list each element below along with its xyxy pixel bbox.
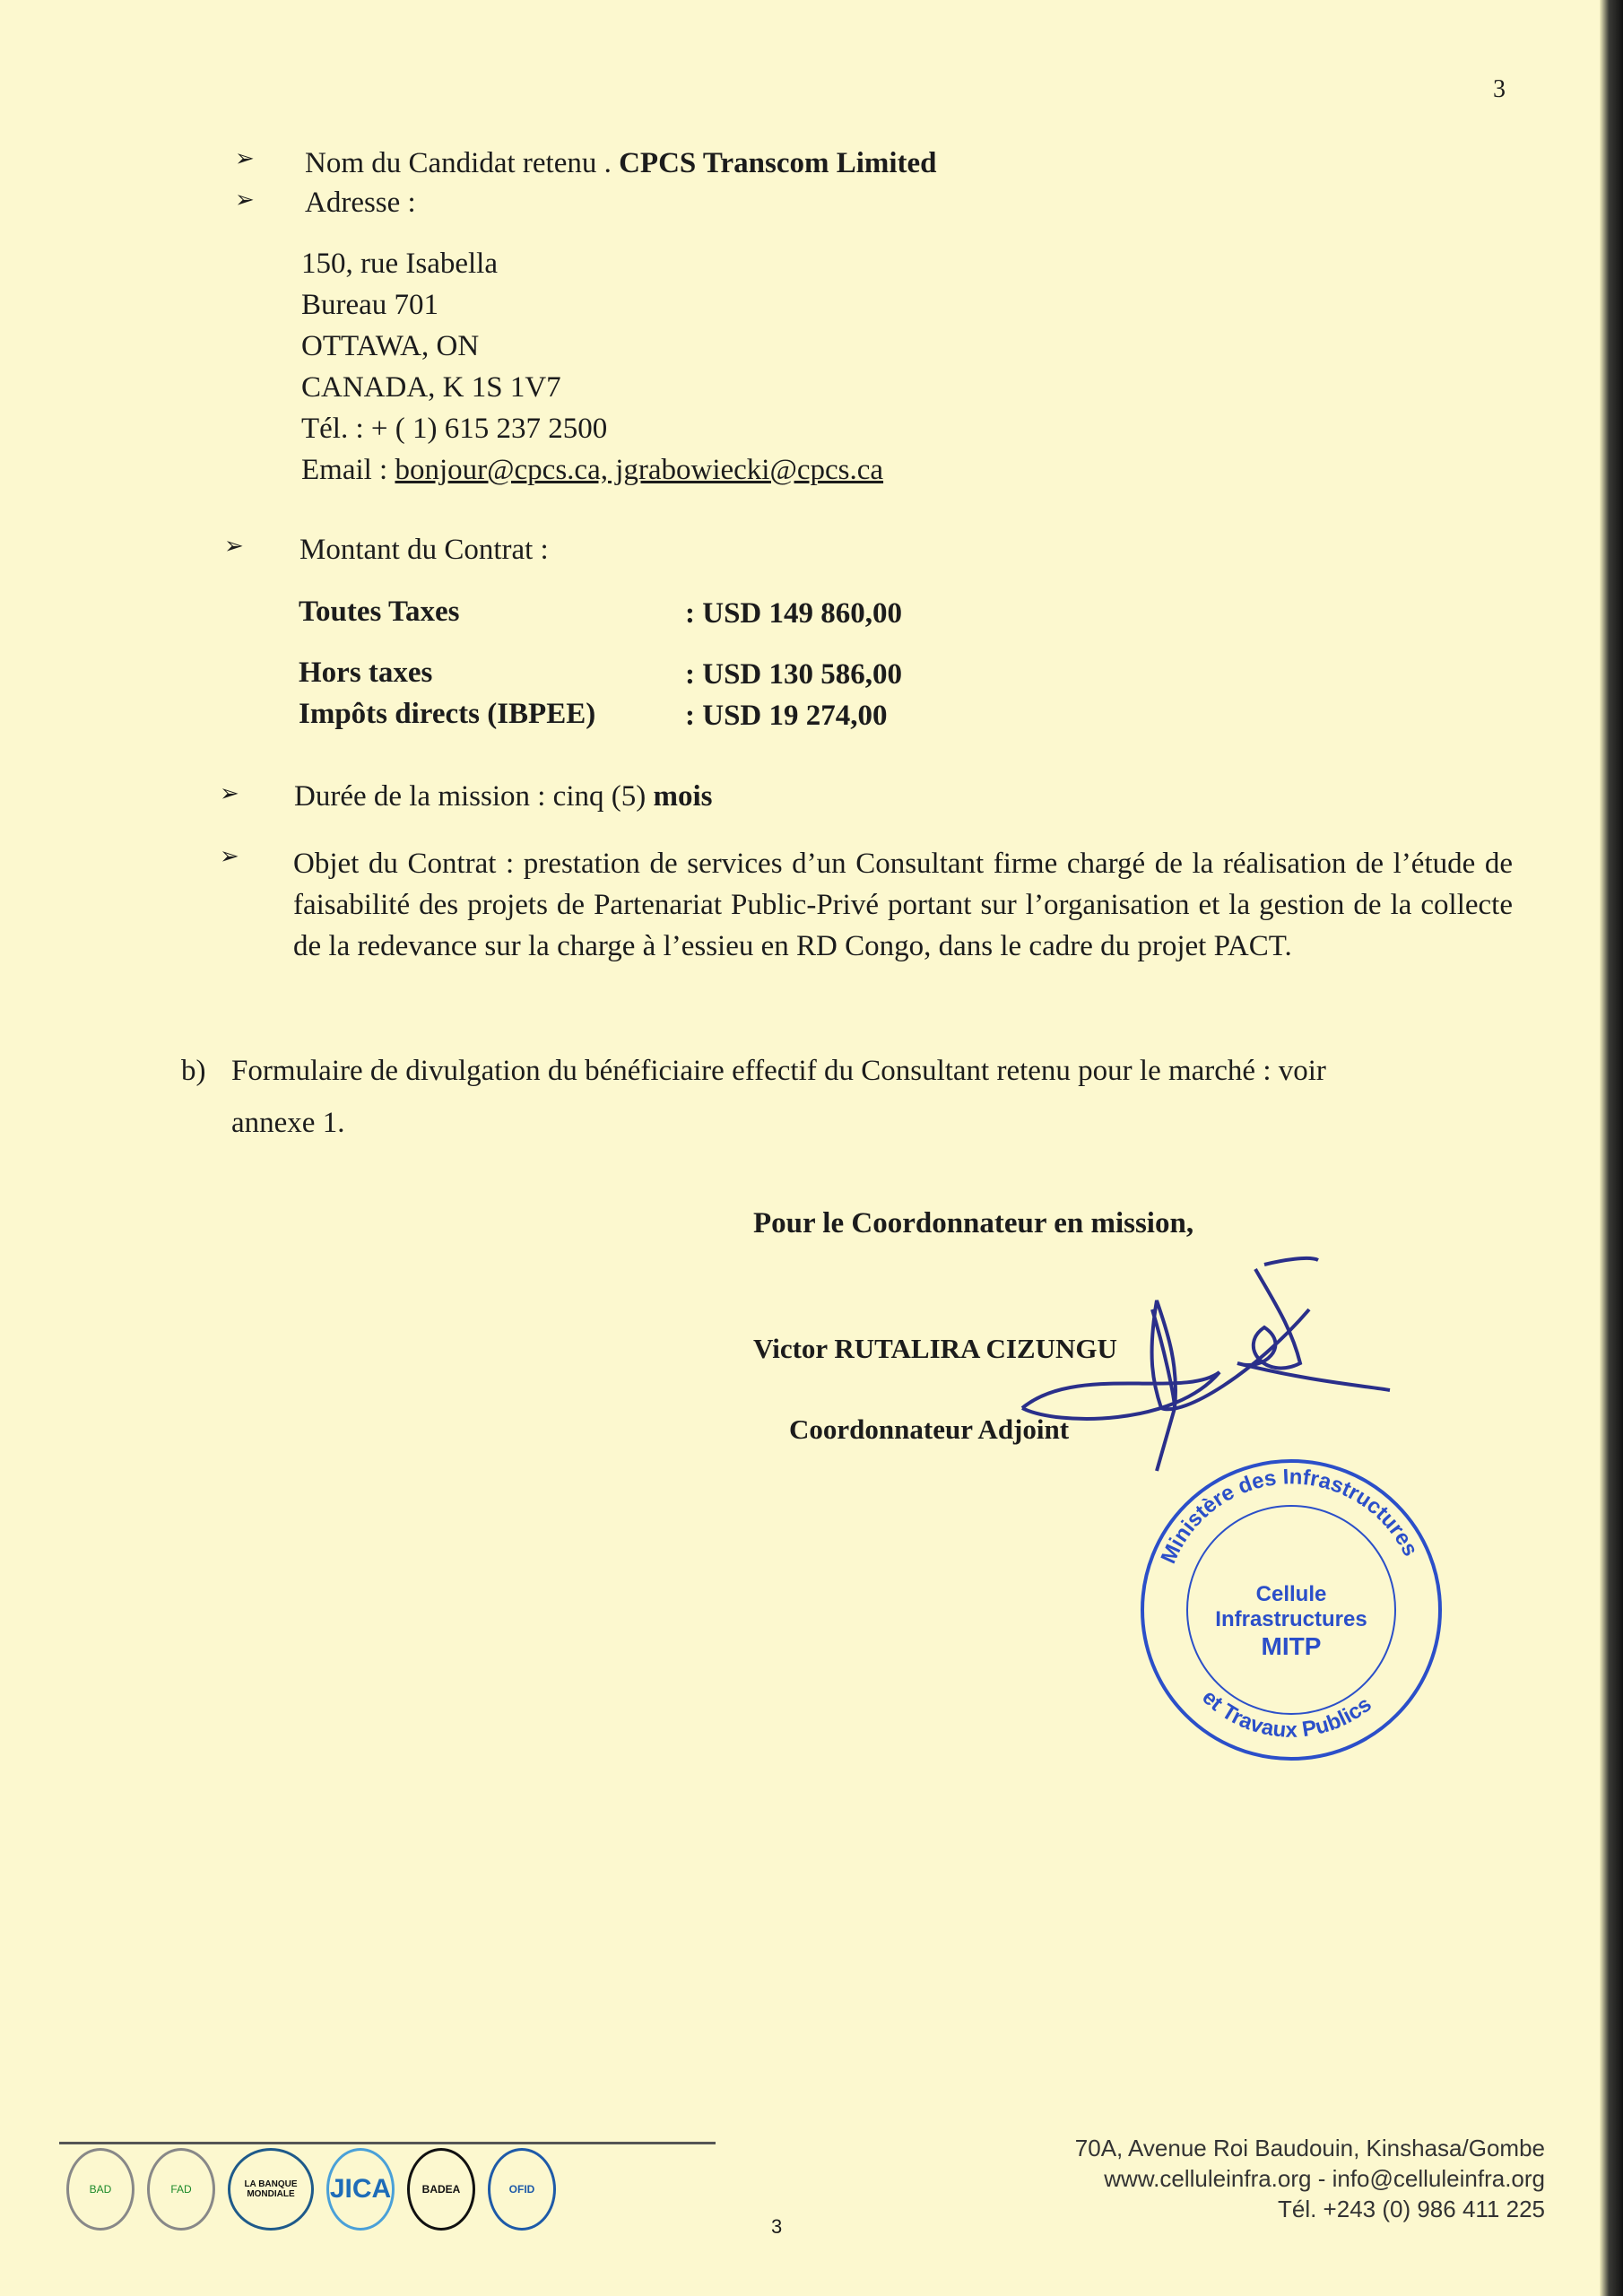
item-b-text-2: annexe 1. [231, 1107, 345, 1139]
amount-row-value: : USD 19 274,00 [685, 700, 888, 732]
bullet-icon: ➢ [220, 780, 239, 806]
bullet-icon: ➢ [220, 843, 239, 869]
address-line: Bureau 701 [301, 289, 439, 321]
jica-logo: JICA [326, 2148, 395, 2231]
amount-row-value: : USD 130 586,00 [685, 658, 903, 691]
stamp-center-1: Cellule [1255, 1582, 1327, 1606]
footer-web: www.celluleinfra.org - info@celluleinfra.org [1104, 2165, 1545, 2192]
address-line: 150, rue Isabella [301, 248, 498, 280]
item-b-text: Formulaire de divulgation du bénéficiaire effectif du Consultant retenu pour le marché : voir [231, 1055, 1326, 1087]
amount-row-label: Impôts directs (IBPEE) [299, 698, 596, 730]
partner-logos [66, 2148, 556, 2231]
signatory-name: Victor RUTALIRA CIZUNGU [753, 1333, 1117, 1364]
footer-address: 70A, Avenue Roi Baudouin, Kinshasa/Gombe [1074, 2135, 1545, 2161]
address-label: Adresse : [305, 187, 416, 219]
candidate-label: Nom du Candidat retenu . [305, 147, 620, 179]
candidate-line [305, 147, 937, 180]
stamp-ring-top: Ministère des Infrastructures [1156, 1465, 1423, 1568]
email-label: Email : [301, 454, 395, 486]
amount-row-label: Toutes Taxes [299, 596, 460, 628]
email-link[interactable]: bonjour@cpcs.ca, jgrabowiecki@cpcs.ca [395, 454, 884, 486]
amount-row-value: : USD 149 860,00 [685, 597, 903, 630]
amount-label: Montant du Contrat : [299, 534, 549, 566]
ofid-logo: OFID [488, 2148, 556, 2231]
duration-label: Durée de la mission : cinq (5) [294, 780, 654, 813]
bullet-icon: ➢ [235, 187, 255, 213]
stamp-center-2: Infrastructures [1215, 1607, 1367, 1631]
world-bank-logo: LA BANQUE MONDIALE [228, 2148, 314, 2231]
signature-for: Pour le Coordonnateur en mission, [753, 1207, 1194, 1239]
official-stamp [1139, 1457, 1444, 1762]
scan-edge [1600, 0, 1623, 2296]
badea-logo: BADEA [407, 2148, 475, 2231]
fad-logo: FAD [147, 2148, 215, 2231]
page-number: 3 [1493, 75, 1506, 103]
address-line: Tél. : + ( 1) 615 237 2500 [301, 413, 608, 445]
bad-logo: BAD [66, 2148, 135, 2231]
stamp-ring-bottom: et Travaux Publics [1197, 1684, 1376, 1743]
duration-line [294, 780, 712, 813]
contract-object: Objet du Contrat : prestation de services d’un Consultant firme chargé de la réalisation de l’étude de faisabilité des projets de Partenariat Public-Privé portant sur l’organisation et la gestion de la collecte de la redevance sur la charge à l’essieu en RD Congo, dans le cadre du projet PACT. [293, 848, 1513, 962]
handwritten-signature [968, 1247, 1399, 1480]
footer-page-number: 3 [771, 2215, 783, 2238]
footer-tel: Tél. +243 (0) 986 411 225 [1277, 2196, 1545, 2222]
footer-contact [1075, 2133, 1545, 2224]
item-b-marker: b) [181, 1055, 206, 1087]
signatory-title: Coordonnateur Adjoint [789, 1413, 1070, 1445]
email-line [301, 454, 883, 487]
duration-unit: mois [653, 780, 713, 813]
candidate-name: CPCS Transcom Limited [619, 147, 937, 179]
amount-row-label: Hors taxes [299, 657, 433, 689]
bullet-icon: ➢ [224, 533, 244, 559]
bullet-icon: ➢ [235, 145, 255, 171]
address-line: CANADA, K 1S 1V7 [301, 371, 561, 404]
stamp-center-3: MITP [1261, 1632, 1322, 1660]
address-line: OTTAWA, ON [301, 330, 480, 362]
footer-divider [59, 2142, 716, 2144]
svg-text:Ministère des Infrastructures [1157, 1465, 1423, 1567]
